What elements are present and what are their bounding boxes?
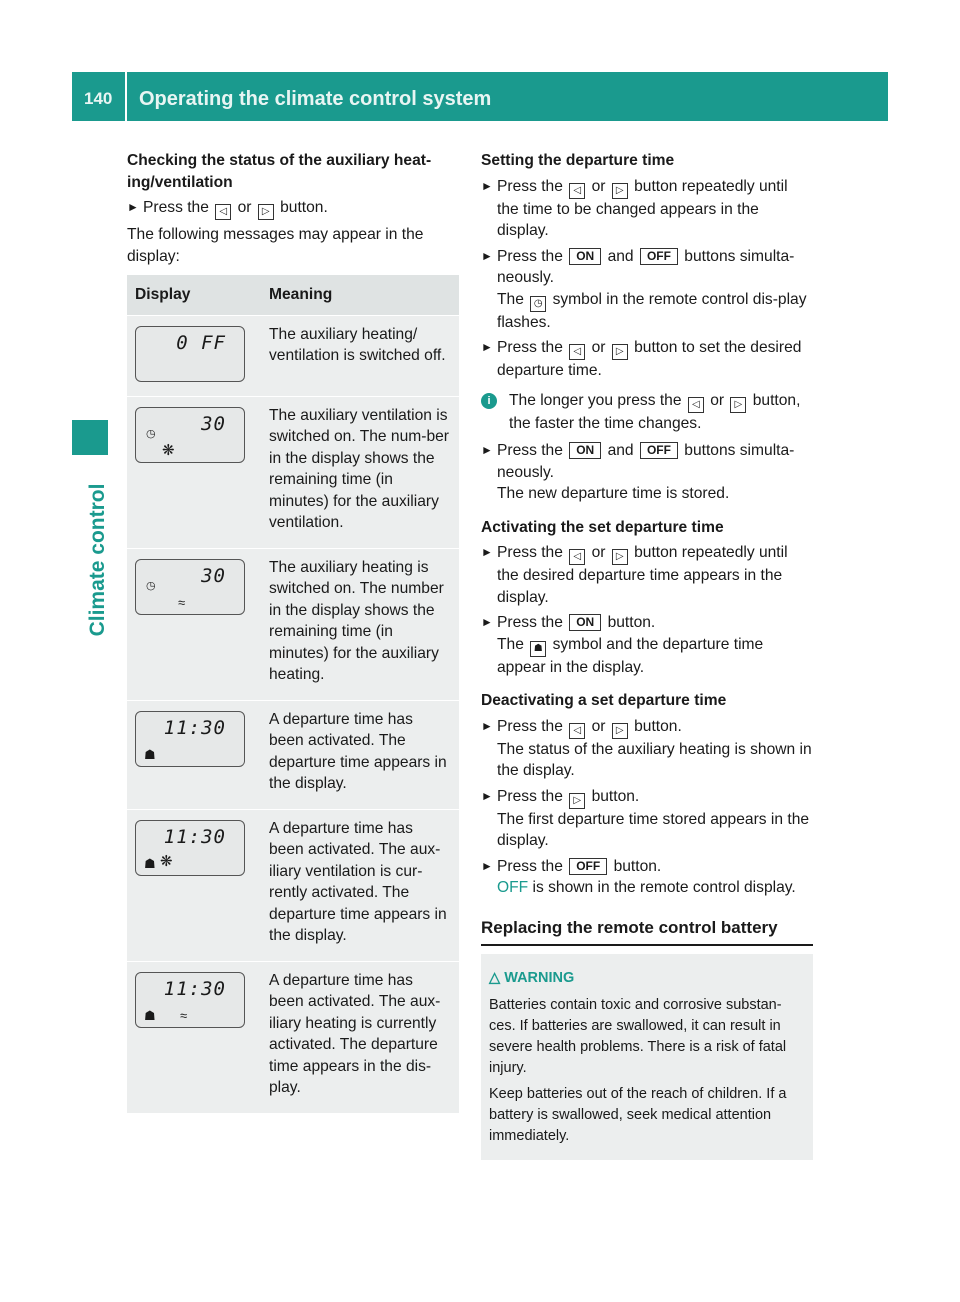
off-button-label: OFF xyxy=(640,248,678,265)
warning-title: △ WARNING xyxy=(489,970,575,986)
arrow-icon: ► xyxy=(481,248,493,263)
seat-icon: ☗ xyxy=(144,855,156,871)
left-triangle-icon: ◁ xyxy=(569,344,585,360)
display-image-ventilation: ◷ ❋ 30 xyxy=(135,407,245,463)
table-row xyxy=(127,961,459,1113)
table-header-row xyxy=(127,275,459,315)
warning-box xyxy=(481,954,813,1160)
col-display: Display xyxy=(127,275,261,315)
arrow-icon: ► xyxy=(481,858,493,873)
on-button-label: ON xyxy=(569,614,601,631)
table-row xyxy=(127,396,459,548)
right-triangle-icon: ▷ xyxy=(258,204,274,220)
meaning-cell: The auxiliary heating is switched on. The number in the display shows the remaining time (in minutes) for the auxiliary heating. xyxy=(261,548,459,700)
left-triangle-icon: ◁ xyxy=(215,204,231,220)
seat-icon: ☗ xyxy=(144,746,156,762)
clock-icon: ◷ xyxy=(146,427,156,440)
step: ► Press the ◁ or ▷ button repeatedly until the time to be changed appears in the display. xyxy=(481,177,788,239)
on-button-label: ON xyxy=(569,248,601,265)
meaning-cell: A departure time has been activated. The departure time appears in the display. xyxy=(261,700,459,809)
table-row xyxy=(127,700,459,809)
info-icon: i xyxy=(481,393,497,409)
arrow-icon: ► xyxy=(481,443,493,457)
right-triangle-icon: ▷ xyxy=(730,397,746,413)
battery-heading: Replacing the remote control battery xyxy=(481,917,813,947)
right-triangle-icon: ▷ xyxy=(612,723,628,739)
setting-heading: Setting the departure time xyxy=(481,152,675,169)
activating-heading: Activating the set departure time xyxy=(481,518,724,536)
page-title: Operating the climate control system xyxy=(139,88,492,110)
fan-icon: ❋ xyxy=(160,852,173,870)
arrow-icon: ► xyxy=(481,788,493,803)
step: ► Press the ◁ or ▷ button. The status of the auxiliary heating is shown in the display. xyxy=(481,717,812,779)
status-heading: Checking the status of the auxiliary heat-ing/ventilation xyxy=(127,152,432,191)
section-label: Climate control xyxy=(86,483,109,637)
deactivating-heading: Deactivating a set departure time xyxy=(481,692,727,709)
right-triangle-icon: ▷ xyxy=(612,183,628,199)
display-image-departure-heating: ☗ ≈ 11:30 xyxy=(135,972,245,1028)
page-number: 140 xyxy=(84,89,113,108)
fan-icon: ❋ xyxy=(162,441,175,459)
on-button-label: ON xyxy=(569,442,601,459)
display-image-off: 0 FF xyxy=(135,326,245,382)
off-display-text: OFF xyxy=(497,879,529,896)
header-divider xyxy=(125,72,127,121)
left-triangle-icon: ◁ xyxy=(569,183,585,199)
seat-icon: ☗ xyxy=(530,641,546,657)
intro-text: The following messages may appear in the display: xyxy=(127,226,424,265)
left-triangle-icon: ◁ xyxy=(569,723,585,739)
seat-icon: ☗ xyxy=(144,1007,156,1023)
arrow-icon: ► xyxy=(481,340,493,354)
step: ► Press the ◁ or ▷ button to set the desired departure time. xyxy=(481,339,802,379)
right-triangle-icon: ▷ xyxy=(569,793,585,809)
right-column xyxy=(481,150,813,1160)
table-row xyxy=(127,315,459,396)
meaning-cell: The auxiliary ventilation is switched on. The num-ber in the display shows the remaining time (in minutes) for the auxiliary ventilation. xyxy=(261,396,459,548)
display-table xyxy=(127,275,459,1113)
arrow-icon: ► xyxy=(481,718,493,733)
meaning-cell: The auxiliary heating/ ventilation is switched off. xyxy=(261,315,459,396)
step: ► Press the ON and OFF buttons simulta-neously. The new departure time is stored. xyxy=(481,442,795,502)
table-row xyxy=(127,548,459,700)
warning-triangle-icon: △ xyxy=(489,970,501,986)
left-triangle-icon: ◁ xyxy=(569,549,585,565)
heating-icon: ≈ xyxy=(180,1007,188,1023)
section-marker xyxy=(72,420,108,455)
off-button-label: OFF xyxy=(640,442,678,459)
right-triangle-icon: ▷ xyxy=(612,344,628,360)
left-column xyxy=(127,150,459,1113)
step: ► Press the ON and OFF buttons simulta-neously. The ◷ symbol in the remote control dis-play flashes. xyxy=(481,247,807,331)
arrow-icon: ► xyxy=(481,545,493,559)
page-header xyxy=(72,72,888,121)
warning-text: Batteries contain toxic and corrosive substan-ces. If batteries are swallowed, it can result in severe health problems. There is a risk of fatal injury. xyxy=(489,997,787,1076)
left-triangle-icon: ◁ xyxy=(688,397,704,413)
display-image-heating: ◷ ≈ 30 xyxy=(135,559,245,615)
arrow-icon: ► xyxy=(481,615,493,629)
clock-icon: ◷ xyxy=(530,296,546,312)
step-press-buttons: ► Press the ◁ or ▷ button. xyxy=(127,197,459,220)
display-image-departure: ☗ 11:30 xyxy=(135,711,245,767)
heating-icon: ≈ xyxy=(178,594,186,610)
col-meaning: Meaning xyxy=(261,275,459,315)
display-image-departure-ventilation: ☗ ❋ 11:30 xyxy=(135,820,245,876)
step: ► Press the ON button. The ☗ symbol and the departure time appear in the display. xyxy=(481,614,764,676)
clock-icon: ◷ xyxy=(146,579,156,592)
meaning-cell: A departure time has been activated. The aux-iliary heating is currently activated. The departure time appears in the dis-play. xyxy=(261,961,459,1113)
step: ► Press the ▷ button. The first departure time stored appears in the display. xyxy=(481,787,810,849)
off-button-label: OFF xyxy=(569,858,607,875)
table-row xyxy=(127,809,459,961)
step: ► Press the ◁ or ▷ button repeatedly until the desired departure time appears in the display. xyxy=(481,544,788,606)
step: ► Press the OFF button. OFF is shown in the remote control display. xyxy=(481,857,796,896)
arrow-icon: ► xyxy=(127,200,139,214)
warning-text: Keep batteries out of the reach of children. If a battery is swallowed, seek medical attention immediately. xyxy=(489,1086,787,1144)
info-note: i The longer you press the ◁ or ▷ button, the faster the time changes. xyxy=(481,390,813,435)
right-triangle-icon: ▷ xyxy=(612,549,628,565)
arrow-icon: ► xyxy=(481,178,493,193)
meaning-cell: A departure time has been activated. The aux-iliary ventilation is cur-rently activated. The departure time appears in the display. xyxy=(261,809,459,961)
